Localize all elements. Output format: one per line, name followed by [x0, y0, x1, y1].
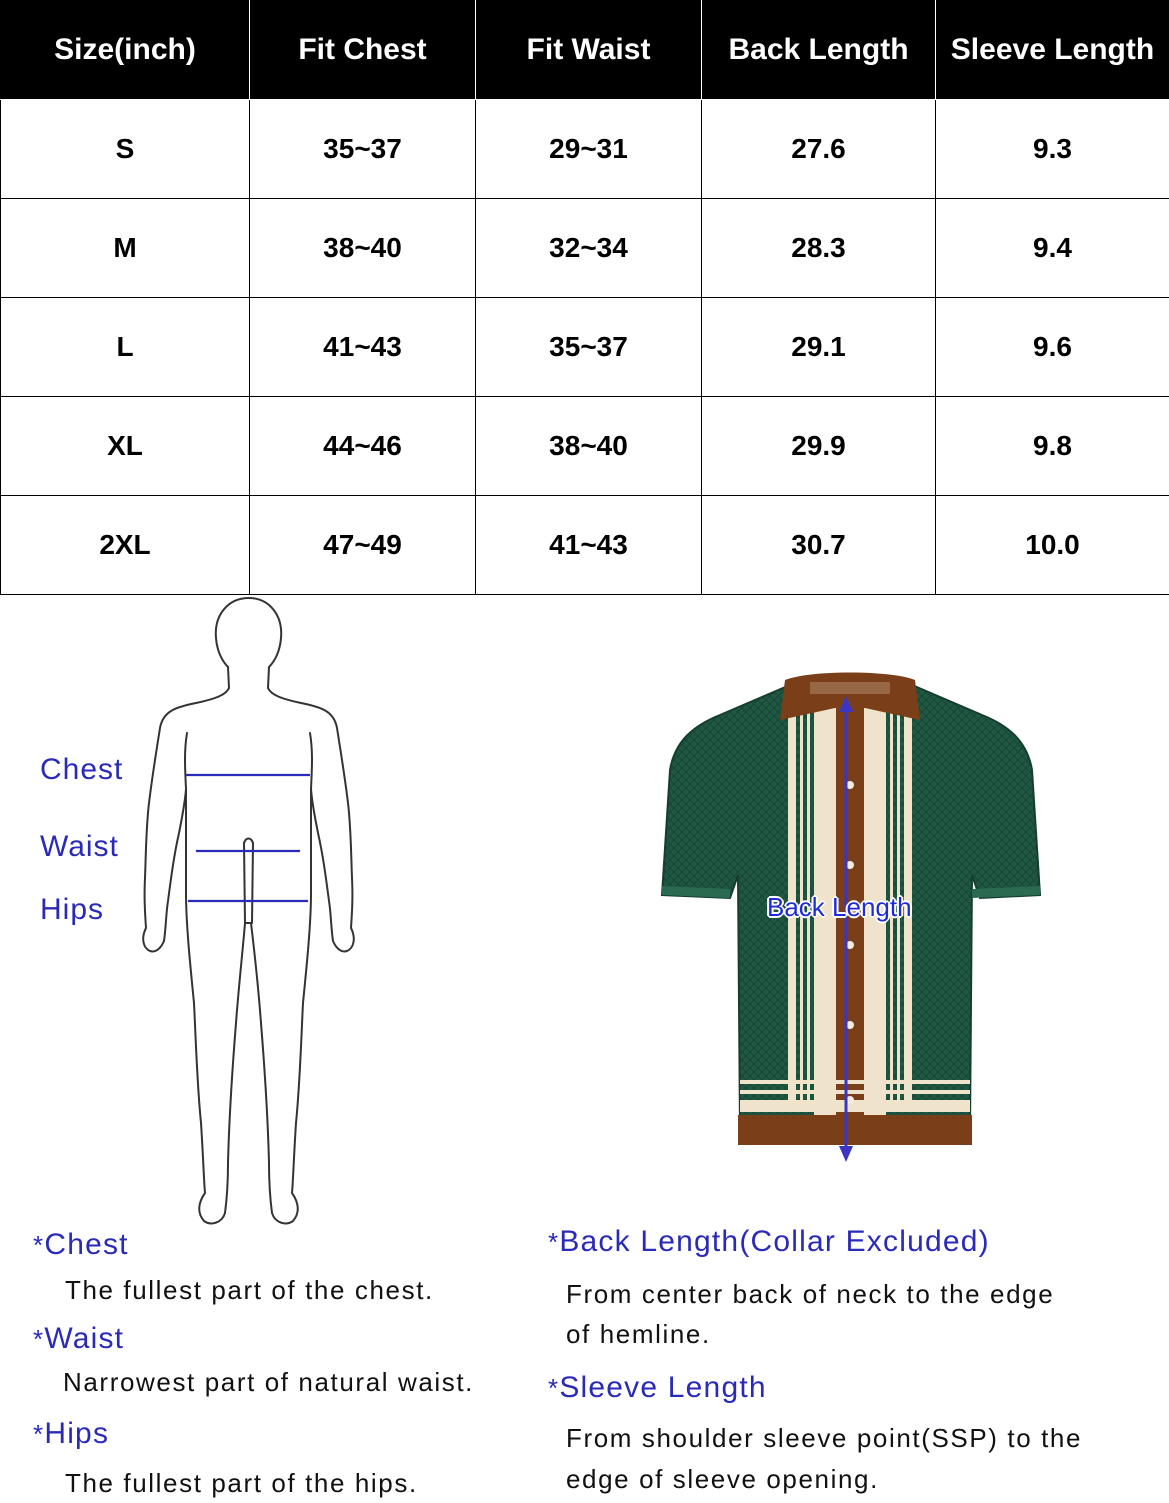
- cell-fit-chest: 47~49: [250, 496, 476, 595]
- header-sleeve-length: Sleeve Length: [936, 1, 1169, 100]
- hips-label: Hips: [40, 893, 104, 927]
- header-size: Size(inch): [1, 1, 250, 100]
- sleeve-length-note-title: *Sleeve Length: [548, 1371, 767, 1405]
- chest-label: Chest: [40, 753, 123, 787]
- cell-sleeve-length: 9.4: [936, 199, 1169, 298]
- cell-size: S: [1, 100, 250, 199]
- cell-back-length: 29.9: [702, 397, 936, 496]
- waist-note-title: *Waist: [33, 1322, 124, 1356]
- cell-sleeve-length: 10.0: [936, 496, 1169, 595]
- cell-fit-chest: 41~43: [250, 298, 476, 397]
- table-row: [1, 298, 1169, 397]
- cell-fit-waist: 32~34: [476, 199, 702, 298]
- sleeve-length-note-desc-2: edge of sleeve opening.: [566, 1459, 879, 1499]
- back-length-note-title: *Back Length(Collar Excluded): [548, 1225, 990, 1259]
- cell-size: XL: [1, 397, 250, 496]
- cell-size: 2XL: [1, 496, 250, 595]
- cell-back-length: 28.3: [702, 199, 936, 298]
- cell-fit-waist: 35~37: [476, 298, 702, 397]
- cell-back-length: 29.1: [702, 298, 936, 397]
- chest-note-desc: The fullest part of the chest.: [65, 1270, 434, 1310]
- table-header-row: [1, 1, 1169, 100]
- cell-sleeve-length: 9.3: [936, 100, 1169, 199]
- waist-note-desc: Narrowest part of natural waist.: [63, 1362, 474, 1402]
- table-row: [1, 199, 1169, 298]
- table-row: [1, 397, 1169, 496]
- back-length-label: Back Length: [767, 892, 912, 923]
- cell-fit-chest: 38~40: [250, 199, 476, 298]
- waist-label: Waist: [40, 830, 119, 864]
- cell-back-length: 30.7: [702, 496, 936, 595]
- cell-fit-chest: 35~37: [250, 100, 476, 199]
- back-length-note-desc-1: From center back of neck to the edge: [566, 1274, 1054, 1314]
- sleeve-length-note-desc-1: From shoulder sleeve point(SSP) to the: [566, 1418, 1082, 1458]
- cell-sleeve-length: 9.6: [936, 298, 1169, 397]
- hips-note-desc: The fullest part of the hips.: [65, 1463, 418, 1503]
- cell-fit-waist: 41~43: [476, 496, 702, 595]
- cell-sleeve-length: 9.8: [936, 397, 1169, 496]
- header-fit-chest: Fit Chest: [250, 1, 476, 100]
- hips-note-title: *Hips: [33, 1417, 109, 1451]
- cell-size: M: [1, 199, 250, 298]
- cell-fit-waist: 29~31: [476, 100, 702, 199]
- table-row: [1, 100, 1169, 199]
- cell-fit-chest: 44~46: [250, 397, 476, 496]
- chest-note-title: *Chest: [33, 1228, 129, 1262]
- table-row: [1, 496, 1169, 595]
- cell-size: L: [1, 298, 250, 397]
- cell-back-length: 27.6: [702, 100, 936, 199]
- header-back-length: Back Length: [702, 1, 936, 100]
- size-chart-table: [0, 0, 1169, 595]
- back-length-note-desc-2: of hemline.: [566, 1314, 711, 1354]
- cell-fit-waist: 38~40: [476, 397, 702, 496]
- header-fit-waist: Fit Waist: [476, 1, 702, 100]
